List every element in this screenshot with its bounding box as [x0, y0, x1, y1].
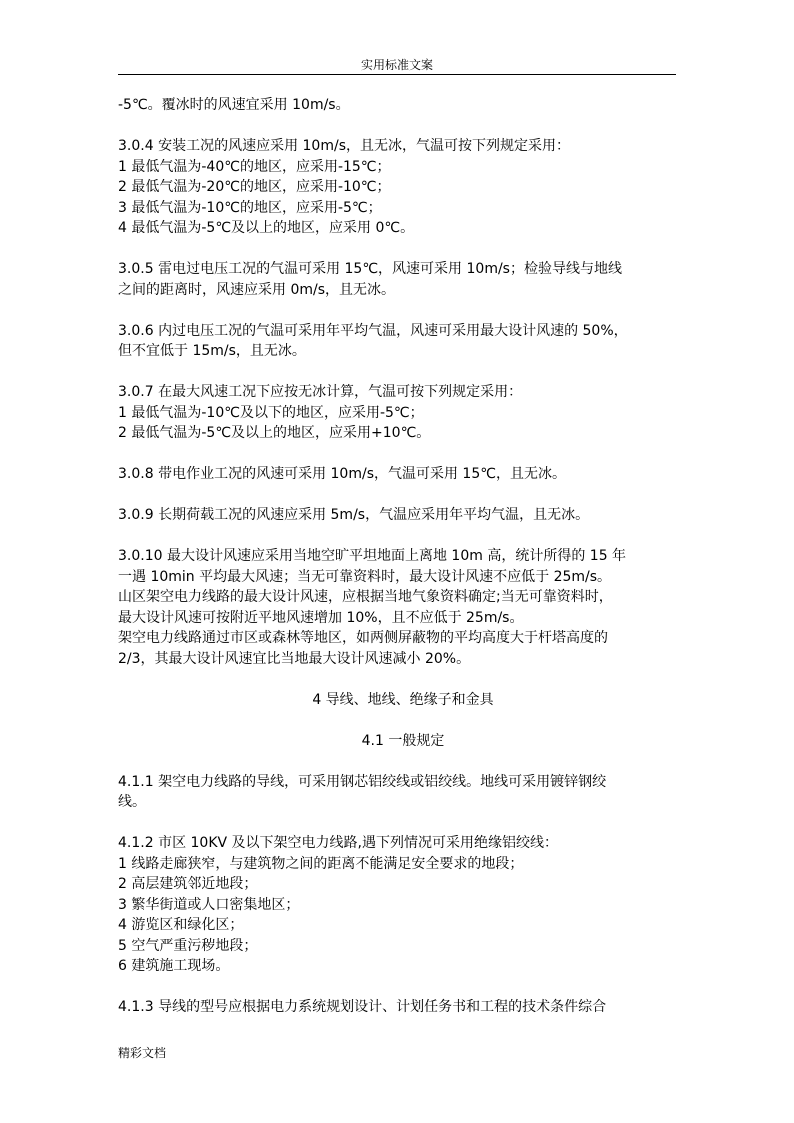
paragraph-gap [118, 300, 688, 321]
text-line: 4.1 一般规定 [361, 732, 445, 749]
text-line: 最大设计风速可按附近平地风速增加 10%，且不应低于 25m/s。 [118, 609, 524, 626]
text-line: 3.0.7 在最大风速工况下应按无冰计算，气温可按下列规定采用： [118, 384, 523, 400]
paragraph-gap [118, 362, 688, 383]
section-heading [118, 731, 688, 752]
text-line: 3.0.4 安装工况的风速应采用 10m/s，且无冰，气温可按下列规定采用： [118, 138, 570, 154]
text-line: 架空电力线路通过市区或森林等地区，如两侧屏蔽物的平均高度大于杆塔高度的 [118, 630, 608, 646]
text-line: 但不宜低于 15m/s，且无冰。 [118, 343, 306, 359]
paragraph-gap [118, 485, 688, 506]
text-line: 之间的距离时，风速应采用 0m/s，且无冰。 [118, 281, 396, 298]
text-line: -5℃。覆冰时的风速宜采用 10m/s。 [118, 97, 350, 113]
paragraph [118, 546, 688, 669]
paragraph-gap [118, 669, 688, 690]
text-line: 1 线路走廊狭窄，与建筑物之间的距离不能满足安全要求的地段； [118, 855, 524, 872]
paragraph [118, 95, 688, 116]
text-line: 一遇 10min 平均最大风速；当无可靠资料时，最大设计风速不应低于 25m/s。 [118, 568, 612, 585]
page-footer: 精彩文档 [118, 1046, 167, 1060]
header-divider [118, 74, 676, 75]
paragraph [118, 772, 688, 813]
page-header: 实用标准文案 [360, 58, 433, 72]
section-heading [118, 690, 688, 711]
text-line: 4.1.1 架空电力线路的导线，可采用钢芯铝绞线或铝绞线。地线可采用镀锌钢绞 [118, 773, 607, 790]
paragraph-gap [118, 239, 688, 260]
text-line: 6 建筑施工现场。 [118, 958, 230, 974]
text-line: 山区架空电力线路的最大设计风速，应根据当地气象资料确定;当无可靠资料时， [118, 589, 613, 605]
paragraph [118, 505, 688, 526]
paragraph [118, 997, 688, 1018]
text-line: 3 最低气温为-10℃的地区，应采用-5℃； [118, 199, 382, 216]
paragraph [118, 833, 688, 977]
text-line: 4 导线、地线、绝缘子和金具 [312, 691, 494, 708]
paragraph-gap [118, 813, 688, 834]
text-line: 1 最低气温为-10℃及以下的地区，应采用-5℃； [118, 404, 424, 421]
paragraph-gap [118, 444, 688, 465]
text-line: 线。 [118, 794, 146, 810]
text-line: 3.0.6 内过电压工况的气温可采用年平均气温，风速可采用最大设计风速的 50%， [118, 322, 628, 339]
text-line: 4.1.3 导线的型号应根据电力系统规划设计、计划任务书和工程的技术条件综合 [118, 999, 607, 1015]
text-line: 3 繁华街道或人口密集地区； [118, 896, 300, 913]
text-line: 4 游览区和绿化区； [118, 917, 244, 933]
paragraph-gap [118, 751, 688, 772]
paragraph-gap [118, 116, 688, 137]
text-line: 3.0.8 带电作业工况的风速可采用 10m/s，气温可采用 15℃，且无冰。 [118, 466, 566, 482]
text-line: 1 最低气温为-40℃的地区，应采用-15℃； [118, 158, 391, 175]
text-line: 3.0.10 最大设计风速应采用当地空旷平坦地面上离地 10m 高，统计所得的 15 年 [118, 548, 627, 564]
text-line: 2 最低气温为-20℃的地区，应采用-10℃； [118, 179, 391, 195]
text-line: 2/3，其最大设计风速宜比当地最大设计风速减小 20%。 [118, 650, 471, 667]
paragraph-gap [118, 710, 688, 731]
document-body [118, 95, 688, 1018]
paragraph [118, 259, 688, 300]
text-line: 3.0.9 长期荷载工况的风速应采用 5m/s，气温应采用年平均气温，且无冰。 [118, 507, 590, 523]
paragraph [118, 321, 688, 362]
paragraph-gap [118, 526, 688, 547]
text-line: 4 最低气温为-5℃及以上的地区，应采用 0℃。 [118, 220, 415, 236]
paragraph [118, 136, 688, 239]
paragraph [118, 464, 688, 485]
text-line: 2 最低气温为-5℃及以上的地区，应采用+10℃。 [118, 425, 431, 441]
paragraph [118, 382, 688, 444]
text-line: 5 空气严重污秽地段； [118, 937, 258, 954]
text-line: 3.0.5 雷电过电压工况的气温可采用 15℃，风速可采用 10m/s；检验导线与地线 [118, 261, 622, 277]
paragraph-gap [118, 977, 688, 998]
text-line: 4.1.2 市区 10KV 及以下架空电力线路,遇下列情况可采用绝缘铝绞线： [118, 835, 558, 851]
text-line: 2 高层建筑邻近地段； [118, 876, 258, 892]
